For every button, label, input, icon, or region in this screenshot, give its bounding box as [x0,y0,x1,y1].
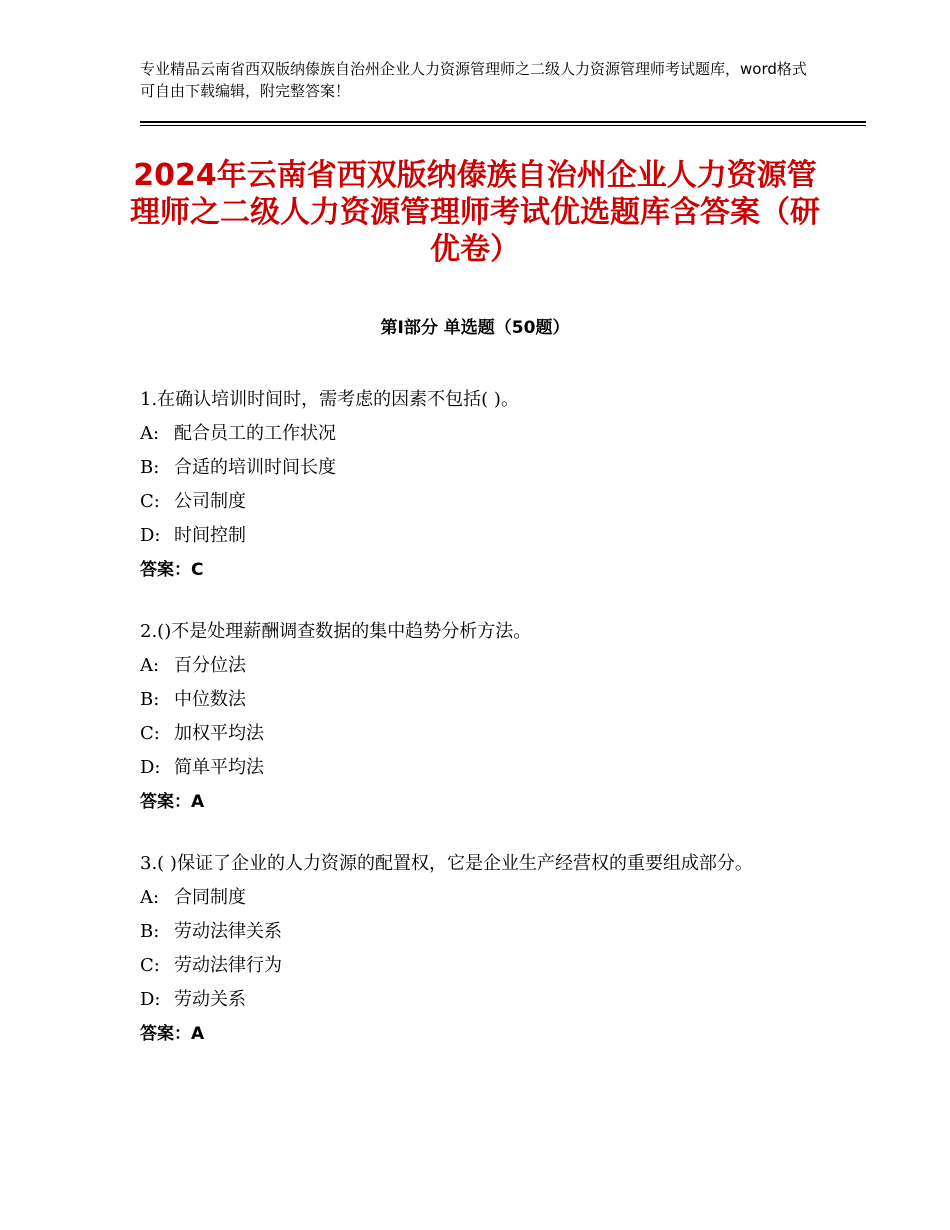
question-3 [140,848,820,1049]
option-c [140,951,820,981]
option-b [140,453,820,483]
option-text: 劳动关系 [174,989,246,1010]
option-letter: C: [140,955,160,976]
option-c [140,719,820,749]
answer-line: 答案：A [140,1024,205,1044]
question-stem: 3.( )保证了企业的人力资源的配置权，它是企业生产经营权的重要组成部分。 [140,853,753,874]
answer-line: 答案：A [140,792,205,812]
option-b [140,917,820,947]
option-d [140,753,820,783]
option-letter: A: [140,423,160,444]
option-letter: C: [140,491,160,512]
option-b [140,685,820,715]
option-letter: D: [140,525,161,546]
option-a [140,419,820,449]
header-rule-thin [140,125,866,126]
option-c [140,487,820,517]
option-text: 加权平均法 [174,723,264,744]
question-2 [140,616,820,817]
question-stem: 2.()不是处理薪酬调查数据的集中趋势分析方法。 [140,621,532,642]
option-letter: A: [140,887,160,908]
option-letter: B: [140,689,160,710]
option-text: 配合员工的工作状况 [174,423,336,444]
option-text: 公司制度 [174,491,246,512]
header-rule-thick [140,121,866,123]
option-text: 中位数法 [174,689,246,710]
option-text: 劳动法律关系 [174,921,282,942]
document-title: 2024年云南省西双版纳傣族自治州企业人力资源管理师之二级人力资源管理师考试优选题库含答案（研优卷） [130,158,820,267]
option-text: 合适的培训时间长度 [174,457,336,478]
option-letter: D: [140,989,161,1010]
option-text: 简单平均法 [174,757,264,778]
option-d [140,521,820,551]
option-text: 劳动法律行为 [174,955,282,976]
option-d [140,985,820,1015]
question-list [140,384,820,1080]
option-text: 百分位法 [174,655,246,676]
option-a [140,883,820,913]
option-letter: B: [140,921,160,942]
option-letter: B: [140,457,160,478]
option-text: 合同制度 [174,887,246,908]
answer-line: 答案：C [140,560,204,580]
option-letter: A: [140,655,160,676]
option-letter: D: [140,757,161,778]
header-note: 专业精品云南省西双版纳傣族自治州企业人力资源管理师之二级人力资源管理师考试题库，word格式可自由下载编辑，附完整答案！ [140,60,807,100]
option-text: 时间控制 [174,525,246,546]
section-heading: 第Ⅰ部分 单选题（50题） [380,318,570,338]
option-a [140,651,820,681]
question-1 [140,384,820,585]
option-letter: C: [140,723,160,744]
question-stem: 1.在确认培训时间时，需考虑的因素不包括( )。 [140,389,519,410]
